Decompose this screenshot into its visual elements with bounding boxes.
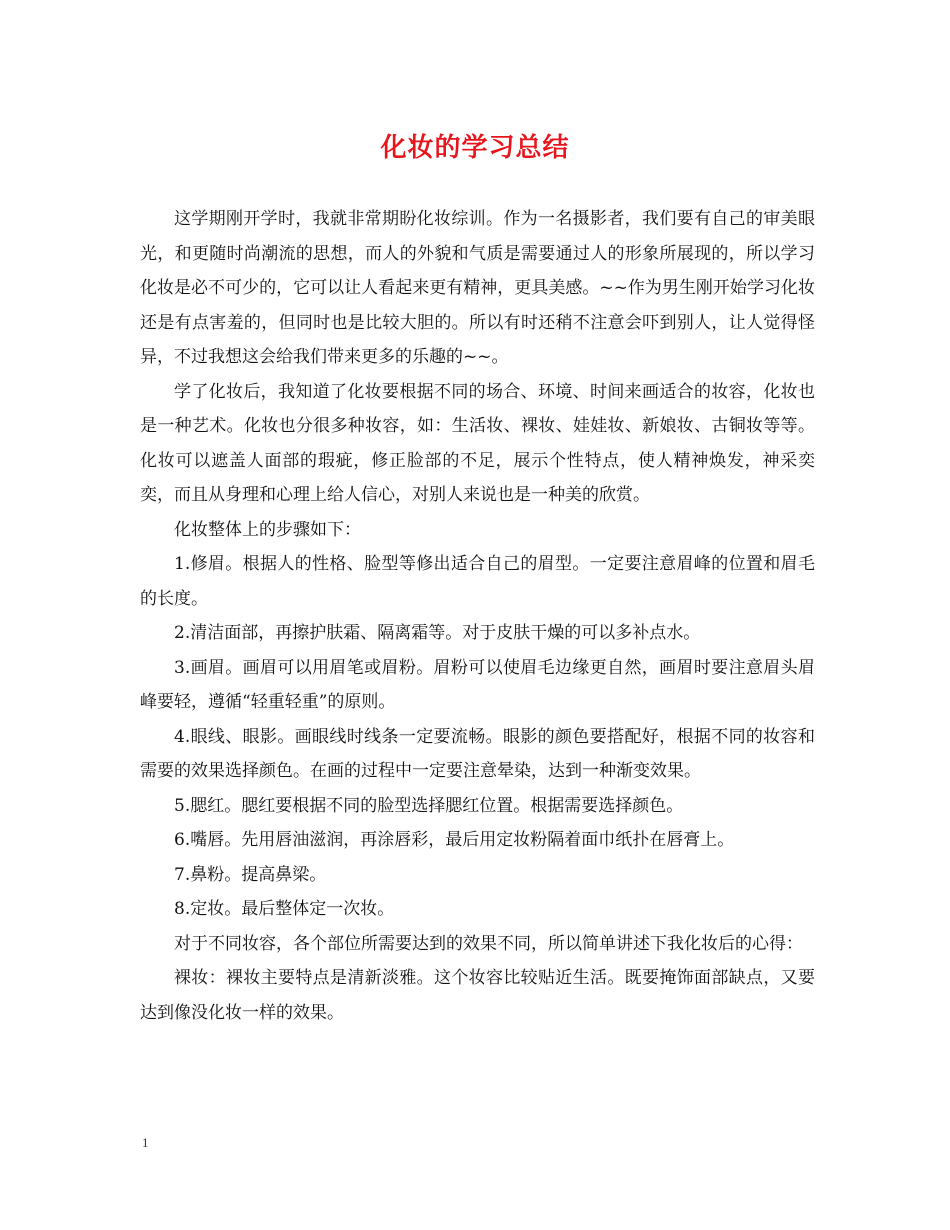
paragraph-experience-intro: 对于不同妆容，各个部位所需要达到的效果不同，所以简单讲述下我化妆后的心得： — [174, 933, 803, 954]
step-item: 7.鼻粉。提高鼻梁。 — [174, 864, 327, 885]
paragraph-steps-heading: 化妆整体上的步骤如下： — [174, 519, 361, 540]
step-item: 3.画眉。画眉可以用眉笔或眉粉。眉粉可以使眉毛边缘更自然，画眉时要注意眉头眉峰要轻，遵循“轻重轻重”的原则。 — [140, 657, 815, 712]
step-item: 4.眼线、眼影。画眼线时线条一定要流畅。眼影的颜色要搭配好，根据不同的妆容和需要的效果选择颜色。在画的过程中一定要注意晕染，达到一种渐变效果。 — [140, 726, 815, 781]
step-item: 5.腮红。腮红要根据不同的脸型选择腮红位置。根据需要选择颜色。 — [174, 795, 684, 816]
document-title: 化妆的学习总结 — [380, 133, 570, 163]
step-item: 1.修眉。根据人的性格、脸型等修出适合自己的眉型。一定要注意眉峰的位置和眉毛的长度。 — [140, 554, 815, 609]
step-item: 2.清洁面部，再擦护肤霜、隔离霜等。对于皮肤干燥的可以多补点水。 — [174, 623, 701, 643]
paragraph-intro: 这学期刚开学时，我就非常期盼化妆综训。作为一名摄影者，我们要有自己的审美眼光，和更随时尚潮流的思想，而人的外貌和气质是需要通过人的形象所展现的，所以学习化妆是必不可少的，它可以让人看起来更有精神，更具美感。~~作为男生刚开始学习化妆还是有点害羞的，但同时也是比较大胆的。所以有时还稍不注意会吓到别人，让人觉得怪异，不过我想这会给我们带来更多的乐趣的~~。 — [140, 209, 815, 367]
paragraph-art: 学了化妆后，我知道了化妆要根据不同的场合、环境、时间来画适合的妆容，化妆也是一种艺术。化妆也分很多种妆容，如：生活妆、裸妆、娃娃妆、新娘妆、古铜妆等等。化妆可以遮盖人面部的瑕疵，修正脸部的不足，展示个性特点，使人精神焕发，神采奕奕，而且从身理和心理上给人信心，对别人来说也是一种美的欣赏。 — [140, 381, 815, 505]
step-item: 8.定妆。最后整体定一次妆。 — [174, 899, 395, 919]
paragraph-natural-makeup: 裸妆：裸妆主要特点是清新淡雅。这个妆容比较贴近生活。既要掩饰面部缺点，又要达到像没化妆一样的效果。 — [140, 968, 815, 1023]
document-body — [140, 202, 815, 1030]
step-item: 6.嘴唇。先用唇油滋润，再涂唇彩，最后用定妆粉隔着面巾纸扑在唇膏上。 — [174, 830, 735, 850]
page-number: 1 — [142, 1135, 149, 1150]
